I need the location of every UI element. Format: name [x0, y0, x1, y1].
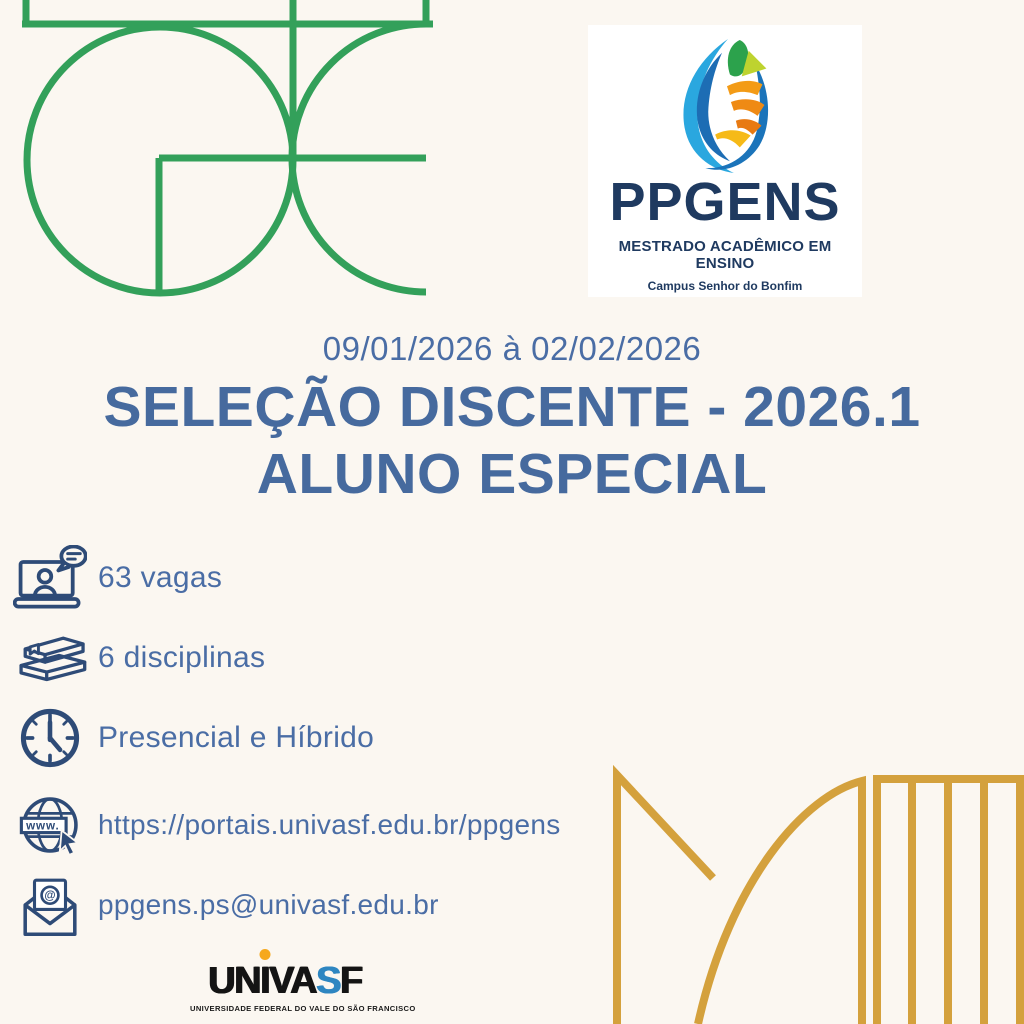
ppgens-campus: Campus Senhor do Bonfim: [647, 279, 803, 293]
books-icon: [12, 627, 88, 689]
globe-www-icon: [12, 791, 88, 859]
univasf-letters-un: UN: [208, 960, 261, 1002]
info-label: 6 disciplinas: [98, 641, 266, 674]
website-url[interactable]: https://portais.univasf.edu.br/ppgens: [98, 809, 561, 840]
info-label: Presencial e Híbrido: [98, 721, 375, 754]
gold-geometric-pattern: [600, 760, 1024, 1024]
www-label: www.: [26, 819, 60, 833]
laptop-chat-icon: [12, 545, 88, 611]
email-envelope-icon: [12, 872, 88, 938]
title-line-2: ALUNO ESPECIAL: [256, 442, 768, 507]
univasf-letter-f: F: [340, 960, 362, 1002]
ppgens-program-name: MESTRADO ACADÊMICO EM ENSINO: [618, 238, 832, 272]
info-label: 63 vagas: [98, 561, 223, 594]
univasf-wordmark: [208, 950, 362, 1002]
at-symbol: @: [44, 890, 56, 903]
page-title: [0, 374, 1024, 509]
univasf-logo: [190, 950, 416, 1013]
title-line-1: SELEÇÃO DISCENTE - 2026.1: [103, 375, 921, 439]
info-row-disciplinas: [12, 621, 265, 695]
univasf-letter-s: S: [316, 960, 341, 1002]
info-row-email: [12, 868, 439, 942]
email-address[interactable]: ppgens.ps@univasf.edu.br: [98, 889, 439, 920]
selection-period: 09/01/2026 à 02/02/2026: [322, 330, 702, 367]
clock-icon: [12, 705, 88, 771]
univasf-letters-va: VA: [269, 960, 317, 1002]
ppgens-acronym: PPGENS: [609, 172, 841, 232]
ppgens-logo-card: [588, 25, 862, 297]
green-geometric-pattern: [0, 0, 440, 310]
info-row-vagas: [12, 541, 222, 615]
ppgens-drop-logo-icon: [670, 37, 780, 175]
info-row-modalidade: [12, 701, 374, 775]
info-row-website: [12, 788, 561, 862]
univasf-i-dot: [259, 949, 270, 960]
univasf-letter-i: I: [260, 960, 269, 1002]
univasf-tagline: UNIVERSIDADE FEDERAL DO VALE DO SÃO FRANCISCO: [190, 1003, 416, 1013]
